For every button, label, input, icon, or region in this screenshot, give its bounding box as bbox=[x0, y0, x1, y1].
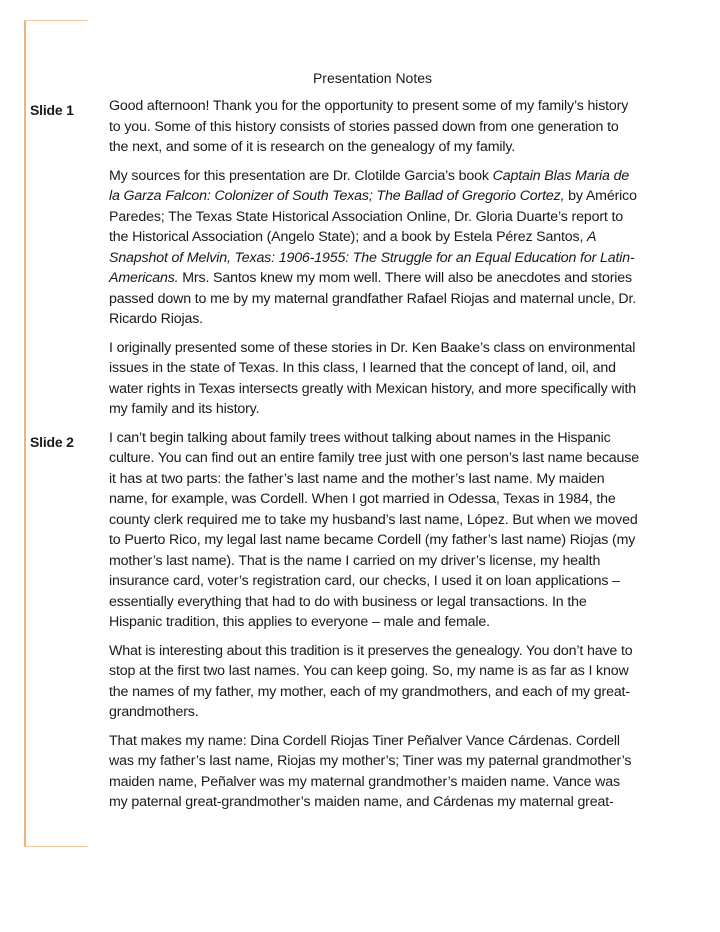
margin-rule bbox=[24, 20, 26, 847]
slide2-paragraph-1 bbox=[109, 428, 639, 633]
text-run: Good afternoon! Thank you for the opportunity to present some of my family’s history to you. Some of this history consists of stories passed down from one generation to the next, and some of it is research on the genealogy of my family. bbox=[109, 98, 629, 155]
text-run: My sources for this presentation are Dr. Clotilde Garcia’s book bbox=[109, 167, 493, 184]
text-run: by Américo Paredes; The Texas State Historical Association Online, Dr. Gloria Duarte’s report to the Historical Association (Angelo State); and a book by Estela Pérez Santos, bbox=[109, 188, 637, 245]
text-run: I can’t begin talking about family trees without talking about names in the Hispanic culture. You can find out an entire family tree just with one person’s last name because it has at two parts: the father’s last name and the mother’s last name. My maiden name, for example, was Cordell. When I got married in Odessa, Texas in 1984, the county clerk required me to take my husband’s last name, López. But when we moved to Puerto Rico, my legal last name became Cordell (my father’s last name) Riojas (my mother’s last name). That is the name I carried on my driver’s license, my health insurance card, voter’s registration card, our checks, I used it on loan applications – essentially everything that had to do with business or legal transactions. In the Hispanic tradition, this applies to everyone – male and female. bbox=[109, 429, 639, 630]
book-title-italic: Captain Blas Maria de la Garza Falcon: Colonizer of South Texas; The Ballad of Gregorio Cortez, bbox=[109, 167, 630, 204]
margin-rule-top bbox=[24, 20, 88, 21]
text-run: That makes my name: Dina Cordell Riojas Tiner Peñalver Vance Cárdenas. Cordell was my father’s last name, Riojas my mother’s; Tiner was my paternal grandmother’s maiden name, Peñalver was my maternal grandmother’s maiden name. Vance was my paternal great-grandmother’s maiden name, and Cárdenas my maternal great- bbox=[109, 732, 632, 810]
slide1-paragraph-3 bbox=[109, 338, 639, 420]
slide2-paragraph-3 bbox=[109, 731, 639, 813]
text-run: I originally presented some of these stories in Dr. Ken Baake’s class on environmental issues in the state of Texas. In this class, I learned that the concept of land, oil, and water rights in Texas intersects greatly with Mexican history, and more specifically with my family and its history. bbox=[109, 339, 637, 417]
text-run: Mrs. Santos knew my mom well. There will also be anecdotes and stories passed down to me by my maternal grandfather Rafael Riojas and maternal uncle, Dr. Ricardo Riojas. bbox=[109, 270, 637, 327]
margin-rule-bottom bbox=[24, 846, 88, 847]
slide-label-1: Slide 1 bbox=[30, 102, 74, 118]
slide1-paragraph-1 bbox=[109, 96, 639, 158]
document-title: Presentation Notes bbox=[312, 70, 433, 86]
slide-label-2: Slide 2 bbox=[30, 434, 74, 450]
slide2-paragraph-2 bbox=[109, 641, 639, 723]
text-run: What is interesting about this tradition is it preserves the genealogy. You don’t have to stop at the first two last names. You can keep going. So, my name is as far as I know the names of my father, my mother, each of my grandmothers, and each of my great-grandmothers. bbox=[109, 642, 633, 720]
notes-body bbox=[109, 96, 639, 821]
book-title-italic: A Snapshot of Melvin, Texas: 1906-1955: The Struggle for an Equal Education for Latin-Americans. bbox=[109, 229, 635, 286]
slide1-paragraph-2 bbox=[109, 166, 639, 330]
